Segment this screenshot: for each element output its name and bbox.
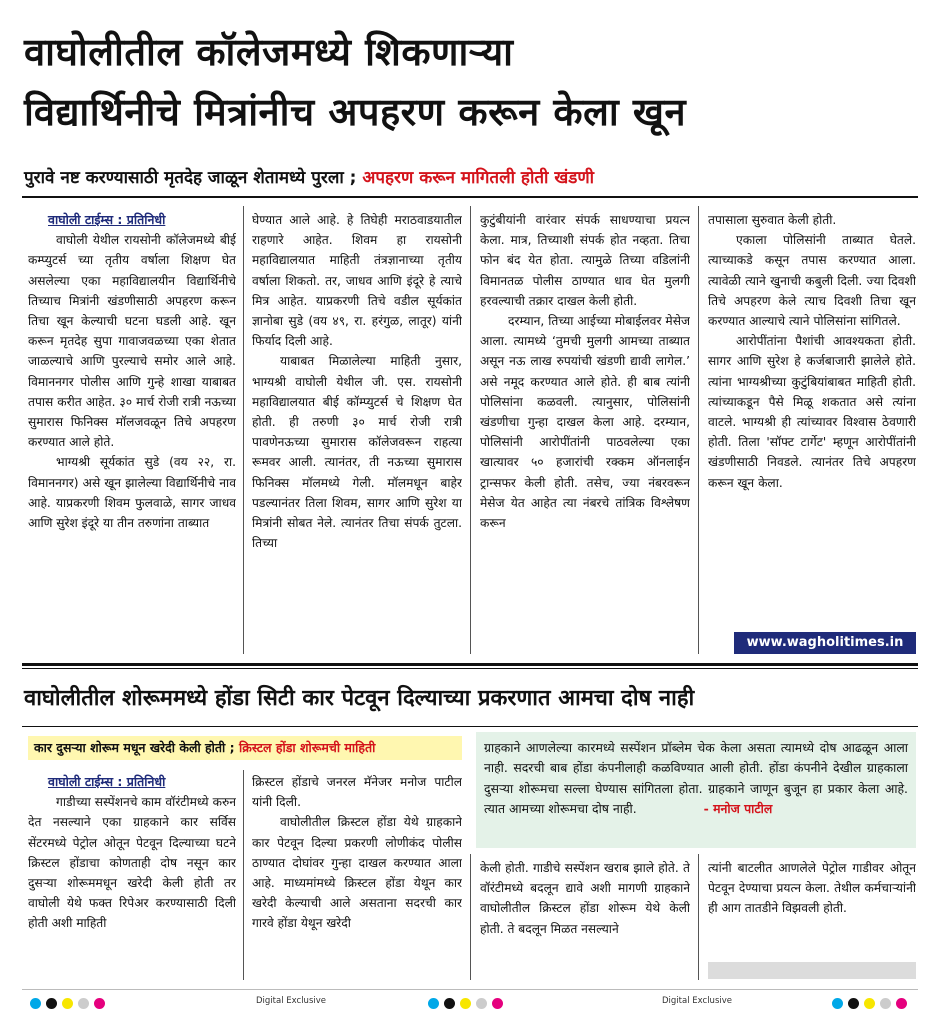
magenta-dot: [492, 998, 503, 1009]
article2-headline: वाघोलीतील शोरूममध्ये होंडा सिटी कार पेटवून दिल्याच्या प्रकरणात आमचा दोष नाही: [24, 686, 695, 711]
column-divider: [698, 854, 699, 980]
yellow-dot: [864, 998, 875, 1009]
quote-box: [476, 732, 916, 848]
article1-subhead: [24, 166, 924, 190]
section-separator-thin: [22, 668, 918, 669]
yellow-dot: [62, 998, 73, 1009]
article1-col2: [252, 210, 462, 656]
register-marks-left: [30, 998, 105, 1009]
article1-headline: [24, 22, 924, 142]
black-dot: [848, 998, 859, 1009]
gray-filler-box: [708, 962, 916, 979]
website-banner[interactable]: www.wagholitimes.in: [734, 632, 916, 654]
paragraph: क्रिस्टल होंडाचे जनरल मॅनेजर मनोज पाटील यांनी दिली.: [252, 775, 462, 810]
paragraph: आरोपींतांना पैशांची आवश्यकता होती. सागर आणि सुरेश हे कर्जबाजारी झालेले होते. त्यांना भाग्यश्रीच्या कुटुंबियांबाबत माहिती होती. त्यांच्याकडून पैसे मिळू शकतात असे त्यांना वाटले. भाग्यश्री ही त्यांच्यावर विश्वास ठेवणारी होती. तिला 'सॉफ्ट टार्गेट' म्हणून आरोपींतांनी खंडणीसाठी निवडले. त्यानंतर तिचे अपहरण करून खून केला.: [708, 334, 916, 490]
footer-label-left: Digital Exclusive: [256, 996, 326, 1006]
gray-dot: [78, 998, 89, 1009]
yellow-dot: [460, 998, 471, 1009]
cyan-dot: [832, 998, 843, 1009]
cyan-dot: [428, 998, 439, 1009]
article2-col4: [708, 858, 916, 958]
quote-text: ग्राहकाने आणलेल्या कारमध्ये सस्पेंशन प्रॉब्लेम चेक केला असता त्यामध्ये दोष आढळून आला नाही. सदरची बाब होंडा कंपनीलाही कळविण्यात आली होती. होंडा कंपनीने देखील ग्राहकाला दुसऱ्या शोरूमचा सल्ला घेण्यास सांगितला होता. ग्राहकाने जाणून बुजून हा प्रकार केला आहे. त्यात आमच्या शोरूमचा दोष नाही.: [484, 740, 908, 817]
register-marks-right: [832, 998, 907, 1009]
footer-label-right: Digital Exclusive: [662, 996, 732, 1006]
subhead-black: पुरावे नष्ट करण्यासाठी मृतदेह जाळून शेतामध्ये पुरला ;: [24, 168, 357, 188]
black-dot: [444, 998, 455, 1009]
headline-line1: वाघोलीतील कॉलेजमध्ये शिकणाऱ्या: [24, 30, 514, 74]
column-divider: [243, 206, 244, 654]
article2-col1: [28, 772, 236, 980]
column-divider: [470, 206, 471, 654]
paragraph: एकाला पोलिसांनी ताब्यात घेतले. त्याच्याकडे कसून तपास करण्यात आला. त्यावेळी त्याने खुनाची कबुली दिली. ज्या दिवशी तिचे अपहरण केले त्याच दिवशी तिचा खून करण्यात आल्याचे त्याने पोलिसांना सांगितले.: [708, 233, 916, 329]
paragraph: वाघोलीतील क्रिस्टल होंडा येथे ग्राहकाने कार पेटवून दिल्या प्रकरणी लोणीकंद पोलीस ठाण्यात दोघांवर गुन्हा दाखल करण्यात आला आहे. माध्यमांमध्ये क्रिस्टल होंडा येथून कार खरेदी केल्याची आले असताना सदरची कार गारवे होंडा येथून खरेदी: [252, 815, 462, 931]
strip-black: कार दुसऱ्या शोरूम मधून खरेदी केली होती ;: [34, 740, 235, 755]
paragraph: दरम्यान, तिच्या आईच्या मोबाईलवर मेसेज आला. त्यामध्ये ‘तुमची मुलगी आमच्या ताब्यात असून नऊ लाख रुपयांची खंडणी द्यावी लागेल.’ असे नमूद करण्यात आले होते. ही बाब त्यांनी पोलिसांना कळवली. त्यानुसार, पोलिसांनी खंडणीचा गुन्हा दाखल केला आहे. दरम्यान, पोलिसांनी आरोपींतांनी पाठवलेल्या एका खात्यावर ५० हजारांची रक्कम ऑनलाईन ट्रान्सफर केली होती. तसेच, ज्या नंबरवरून मेसेज येत आहेत त्या नंबरचे तांत्रिक विश्लेषण करून: [480, 314, 690, 531]
gray-dot: [476, 998, 487, 1009]
paragraph: घेण्यात आले आहे. हे तिघेही मराठवाडयातील राहणारे आहेत. शिवम हा रायसोनी महाविद्यालयात माहिती तंत्रज्ञानाच्या तृतीय वर्षाला शिकतो. तर, जाधव आणि इंदूरे हे त्याचे मित्र आहेत. याप्रकरणी तिचे वडील सूर्यकांत ज्ञानोबा सुडे (वय ४९, रा. हरंगुळ, लातूर) यांनी फिर्याद दिली आहे.: [252, 213, 462, 349]
paragraph: वाघोली येथील रायसोनी कॉलेजमध्ये बीई कम्प्युटर्स च्या तृतीय वर्षाला शिक्षण घेत असलेल्या एका महाविद्यालयीन विद्यार्थिनीचे तिच्याच मित्रांनी खंडणीसाठी अपहरण करून तिचा खून केल्याची घटना घडली आहे. खून करून मृतदेह सुपा गावाजवळच्या एका शेतात जाळल्याचे आणि पुरल्याचे समोर आले आहे. विमाननगर पोलीस आणि गुन्हे शाखा याबाबत तपास करीत आहेत. ३० मार्च रोजी रात्री नऊच्या सुमारास फिनिक्स मॉलजवळून तिचे अपहरण करण्यात आले होते.: [28, 233, 236, 450]
black-dot: [46, 998, 57, 1009]
paragraph: कुटुंबीयांनी वारंवार संपर्क साधण्याचा प्रयत्न केला. मात्र, तिच्याशी संपर्क होत नव्हता. तिचा फोन बंद येत होता. त्यामुळे तिच्या वडिलांनी विमानतळ पोलीस ठाण्यात धाव घेत मुलगी हरवल्याची तक्रार दाखल केली होती.: [480, 213, 690, 308]
paragraph: केली होती. गाडीचे सस्पेंशन खराब झाले होते. ते वॉरंटीमध्ये बदलून द्यावे अशी मागणी ग्राहकाने वाघोलीतील क्रिस्टल होंडा शोरूम येथे केली होती. ते बदलून मिळत नसल्याने: [480, 861, 690, 936]
magenta-dot: [896, 998, 907, 1009]
paragraph: याबाबत मिळालेल्या माहिती नुसार, भाग्यश्री वाघोली येथील जी. एस. रायसोनी महाविद्यालयात बीई कॉम्प्युटर्स चे शिक्षण घेत होती. ही तरुणी ३० मार्च रोजी रात्री पावणेनऊच्या सुमारास कॉलेजवरून राहत्या रूमवर आली. त्यानंतर, ती नऊच्या सुमारास फिनिक्स मॉलमध्ये गेली. मॉलमधून बाहेर पडल्यानंतर तिला शिवम, सागर आणि सुरेश या मित्रांनी सोबत नेले. त्यानंतर तिचा संपर्क तुटला. तिच्या: [252, 354, 462, 551]
article1-col3: [480, 210, 690, 656]
article1-col4: [708, 210, 916, 628]
article2-col2: [252, 772, 462, 980]
paragraph: गाडीच्या सस्पेंशनचे काम वॉरंटीमध्ये करुन देत नसल्याने एका ग्राहकाने कार सर्विस सेंटरमध्ये पेट्रोल ओतून पेटवून दिल्याच्या घटने क्रिस्टल होंडाचा कोणताही दोष नसून कार दुसऱ्या शोरूममधून खरेदी केली होती तर वाघोली येथे फक्त रिपेअर करण्यासाठी दिली होती अशी माहिती: [28, 795, 236, 931]
paragraph: तपासाला सुरुवात केली होती.: [708, 213, 837, 227]
gray-dot: [880, 998, 891, 1009]
headline-line2: विद्यार्थिनीचे मित्रांनीच अपहरण करून केला खून: [24, 90, 687, 134]
section-separator: [22, 663, 918, 666]
paragraph: भाग्यश्री सूर्यकांत सुडे (वय २२, रा. विमाननगर) असे खून झालेल्या विद्यार्थिनीचे नाव आहे. याप्रकरणी शिवम फुलवाळे, सागर जाधव आणि सुरेश इंदूरे या तीन तरुणांना ताब्यात: [28, 455, 236, 531]
register-marks-center: [428, 998, 503, 1009]
article2-subhead-strip: [28, 736, 462, 760]
column-divider: [470, 854, 471, 980]
magenta-dot: [94, 998, 105, 1009]
paragraph: त्यांनी बाटलीत आणलेले पेट्रोल गाडीवर ओतून पेटवून देण्याचा प्रयत्न केला. तेथील कर्मचाऱ्यांनी ही आग तातडीने विझवली होती.: [708, 861, 916, 916]
strip-red: क्रिस्टल होंडा शोरूमची माहिती: [239, 740, 376, 755]
article1-col1: [28, 210, 236, 656]
top-rule: [22, 196, 918, 198]
footer-rule: [22, 989, 918, 990]
column-divider: [698, 206, 699, 654]
cyan-dot: [30, 998, 41, 1009]
article2-col3: [480, 858, 690, 980]
mid-rule: [22, 726, 918, 727]
column-divider: [243, 770, 244, 980]
quote-signature: - मनोज पाटील: [703, 801, 773, 817]
byline: वाघोली टाईम्स : प्रतिनिधी: [48, 212, 166, 227]
byline: वाघोली टाईम्स : प्रतिनिधी: [48, 774, 166, 789]
subhead-red: अपहरण करून मागितली होती खंडणी: [362, 168, 595, 188]
